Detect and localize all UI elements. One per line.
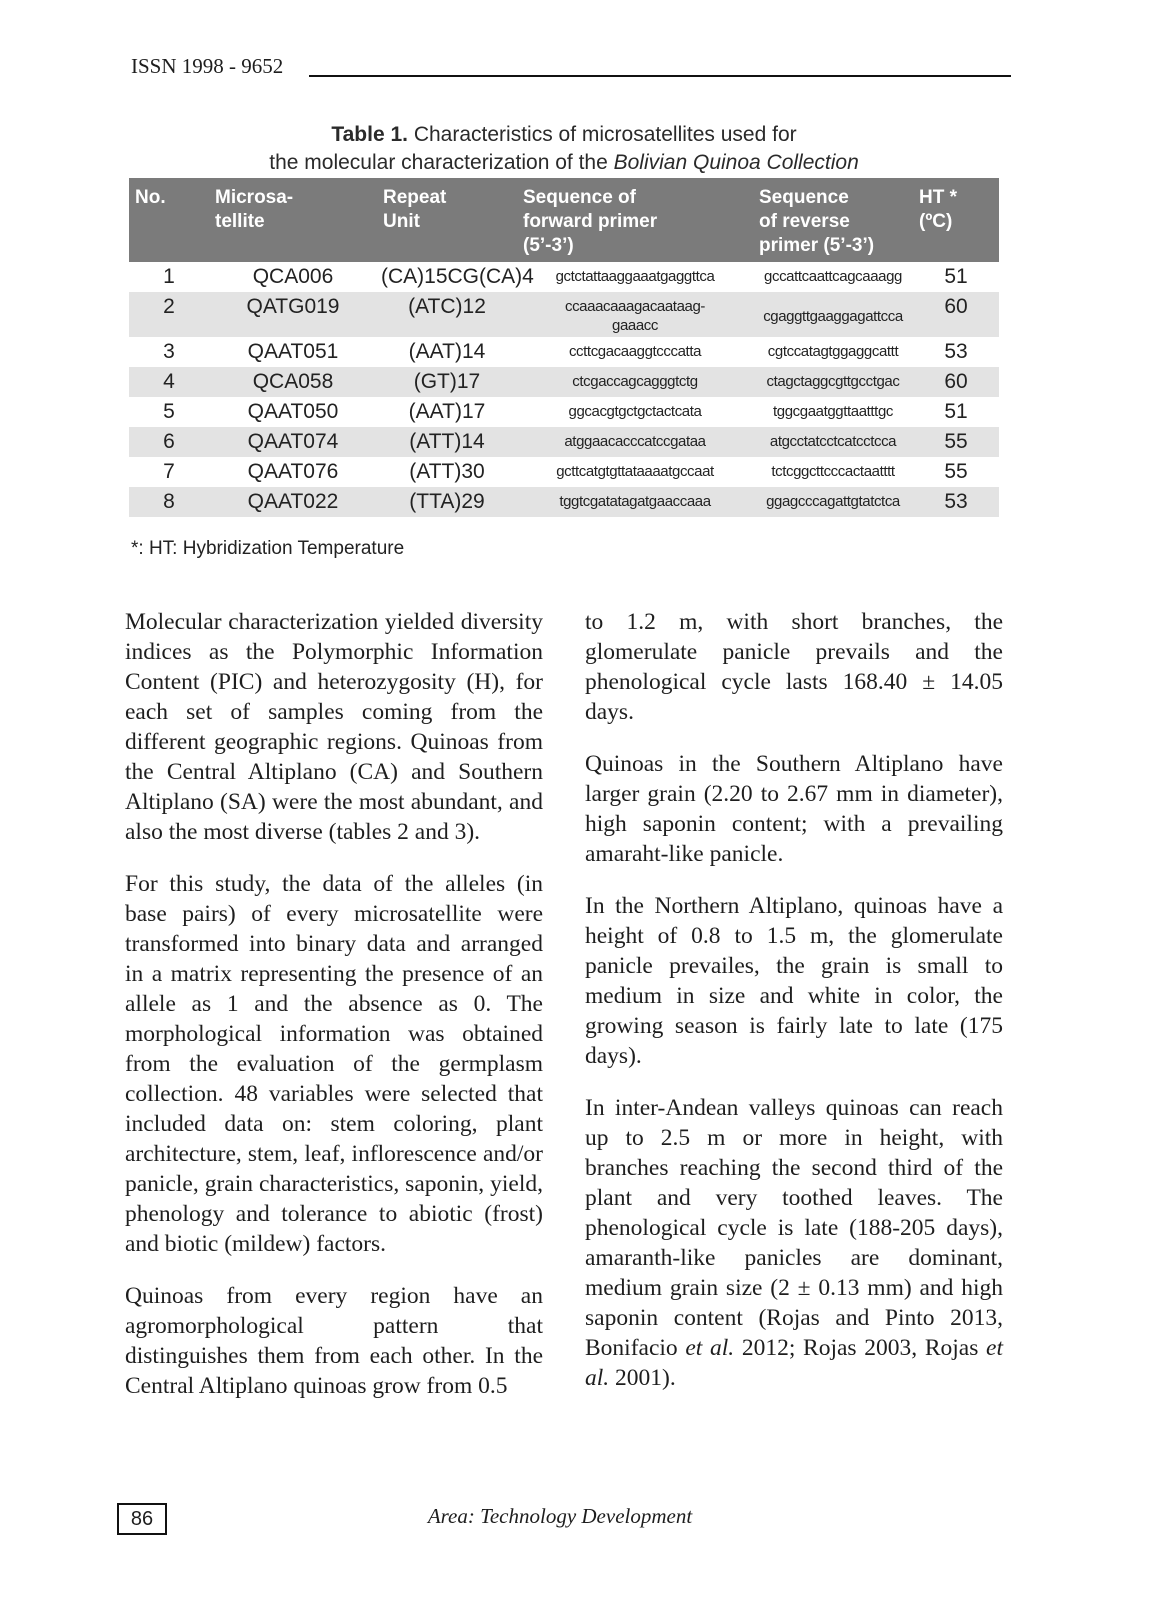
table-header-row bbox=[129, 178, 999, 262]
page-number: 86 bbox=[117, 1503, 167, 1535]
table-caption bbox=[128, 121, 1000, 177]
cell-reverse: cgtccatagtggaggcattt bbox=[767, 343, 899, 360]
cell-forward: tggtcgatatagatgaaccaaa bbox=[517, 487, 753, 517]
microsatellite-table bbox=[129, 178, 999, 517]
column-header: HT * (ºC) bbox=[913, 178, 999, 262]
text: In inter-Andean valleys quinoas can reach up to 2.5 m or more in height, with branches reaching the second third of the plant and very toothed leaves. The phenological cycle is late (188-205 days), amaranth-like panicles are dominant, medium grain size (2 ± 0.13 mm) and high saponin content (Rojas and Pinto 2013, Bonifacio bbox=[585, 1095, 1003, 1361]
footer-area: Area: Technology Development bbox=[427, 1504, 693, 1528]
cell-reverse: ctagctaggcgttgcctgac bbox=[753, 367, 913, 397]
cell-reverse: ggagcccagattgtatctca bbox=[753, 487, 913, 517]
cell-no: 2 bbox=[129, 292, 209, 337]
cell-microsatellite: QAAT050 bbox=[247, 400, 339, 423]
cell-no: 4 bbox=[129, 367, 209, 397]
cell-reverse: tggcgaatggttaatttgc bbox=[773, 403, 893, 420]
column-header: Sequence of reverse primer (5’-3’) bbox=[753, 178, 913, 262]
caption-text-2: the molecular characterization of the bbox=[269, 151, 614, 174]
caption-line-2 bbox=[128, 149, 1000, 177]
cell-forward: ccaaacaaagacaataag- gaaacc bbox=[517, 292, 753, 337]
table-row bbox=[129, 337, 999, 367]
cell-reverse: gccattcaattcagcaaagg bbox=[764, 268, 902, 285]
cell-microsatellite: QCA006 bbox=[252, 265, 334, 288]
cell-repeat: (ATT)14 bbox=[377, 427, 517, 457]
paragraph: Quinoas in the Southern Altiplano have larger grain (2.20 to 2.67 mm in diameter), high saponin content; with a prevailing amaraht-like panicle. bbox=[585, 751, 1003, 867]
cell-no: 6 bbox=[129, 427, 209, 457]
et-al: et al. bbox=[585, 1335, 1003, 1391]
table-footnote: *: HT: Hybridization Temperature bbox=[131, 538, 405, 559]
table-row bbox=[129, 457, 999, 487]
et-al: et al. bbox=[685, 1335, 735, 1361]
cell-reverse: tctcggcttcccactaatttt bbox=[771, 463, 895, 480]
caption-label: Table 1. bbox=[331, 123, 408, 146]
caption-line-1 bbox=[128, 121, 1000, 149]
cell-forward: ggcacgtgctgctactcata bbox=[568, 403, 702, 420]
table-row bbox=[129, 487, 999, 517]
right-column bbox=[585, 607, 1003, 1415]
cell-ht: 53 bbox=[944, 340, 968, 363]
column-header: No. bbox=[129, 178, 209, 262]
text: 2012; Rojas 2003, Rojas bbox=[734, 1335, 987, 1361]
cell-microsatellite: QAAT074 bbox=[209, 427, 377, 457]
column-header: Repeat Unit bbox=[377, 178, 517, 262]
cell-repeat: (TTA)29 bbox=[377, 487, 517, 517]
column-header: Microsa- tellite bbox=[209, 178, 377, 262]
table-row bbox=[129, 397, 999, 427]
cell-ht: 55 bbox=[944, 460, 968, 483]
cell-repeat: (ATC)12 bbox=[377, 292, 517, 337]
cell-no: 1 bbox=[163, 265, 175, 288]
table-row bbox=[129, 367, 999, 397]
paragraph: In the Northern Altiplano, quinoas have a height of 0.8 to 1.5 m, the glomerulate panicle prevailes, the grain is small to medium in size and white in color, the growing season is fairly late to late (175 days). bbox=[585, 893, 1003, 1069]
cell-microsatellite: QAAT051 bbox=[247, 340, 339, 363]
table-row bbox=[129, 262, 999, 292]
cell-forward: ccttcgacaaggtcccatta bbox=[568, 343, 702, 360]
paragraph: Quinoas from every region have an agromorphological pattern that distinguishes them from each other. In the Central Altiplano quinoas grow from 0.5 bbox=[125, 1283, 543, 1399]
left-column bbox=[125, 607, 543, 1423]
paragraph: Molecular characterization yielded diversity indices as the Polymorphic Information Content (PIC) and heterozygosity (H), for each set of samples coming from the different geographic regions. Quinoas from the Central Altiplano (CA) and Southern Altiplano (SA) were the most abundant, and also the most diverse (tables 2 and 3). bbox=[125, 609, 543, 845]
cell-repeat: (AAT)14 bbox=[408, 340, 486, 363]
cell-microsatellite: QAAT022 bbox=[209, 487, 377, 517]
cell-ht: 55 bbox=[913, 427, 999, 457]
cell-ht: 53 bbox=[913, 487, 999, 517]
caption-italic: Bolivian Quinoa Collection bbox=[613, 151, 859, 174]
cell-forward: ctcgaccagcagggtctg bbox=[517, 367, 753, 397]
cell-forward: gcttcatgtgttataaaatgccaat bbox=[556, 463, 714, 480]
cell-no: 3 bbox=[163, 340, 175, 363]
cell-ht: 60 bbox=[913, 292, 999, 337]
cell-ht: 60 bbox=[913, 367, 999, 397]
issn-label: ISSN 1998 - 9652 bbox=[131, 54, 284, 78]
cell-no: 5 bbox=[163, 400, 175, 423]
paragraph-with-citations bbox=[585, 1093, 1003, 1393]
text: 2001). bbox=[609, 1365, 676, 1391]
cell-microsatellite: QATG019 bbox=[209, 292, 377, 337]
header-rule bbox=[309, 75, 1011, 77]
table-body bbox=[129, 262, 999, 517]
cell-microsatellite: QCA058 bbox=[209, 367, 377, 397]
paragraph: to 1.2 m, with short branches, the glomerulate panicle prevails and the phenological cycle lasts 168.40 ± 14.05 days. bbox=[585, 609, 1003, 725]
page-header bbox=[131, 54, 1011, 84]
cell-forward: atggaacacccatccgataa bbox=[517, 427, 753, 457]
table-row bbox=[129, 427, 999, 457]
cell-reverse: atgcctatcctcatcctcca bbox=[753, 427, 913, 457]
cell-no: 7 bbox=[163, 460, 175, 483]
cell-reverse: cgaggttgaaggagattcca bbox=[753, 292, 913, 337]
cell-forward: gctctattaaggaaatgaggttca bbox=[555, 268, 715, 285]
cell-repeat: (GT)17 bbox=[377, 367, 517, 397]
paragraph: For this study, the data of the alleles (in base pairs) of every microsatellite were transformed into binary data and arranged in a matrix representing the presence of an allele as 1 and the absence as 0. The morphological information was obtained from the evaluation of the germplasm collection. 48 variables were selected that included data on: stem coloring, plant architecture, stem, leaf, inflorescence and/or panicle, grain characteristics, saponin, yield, phenology and tolerance to abiotic (frost) and biotic (mildew) factors. bbox=[125, 871, 543, 1257]
cell-repeat: (ATT)30 bbox=[409, 460, 485, 483]
cell-ht: 51 bbox=[944, 265, 968, 288]
table-row bbox=[129, 292, 999, 337]
cell-no: 8 bbox=[129, 487, 209, 517]
cell-repeat: (AAT)17 bbox=[408, 400, 486, 423]
cell-repeat: (CA)15CG(CA)4 bbox=[381, 265, 534, 288]
cell-microsatellite: QAAT076 bbox=[247, 460, 339, 483]
column-header: Sequence of forward primer (5’-3’) bbox=[517, 178, 753, 262]
caption-text: Characteristics of microsatellites used for bbox=[408, 123, 797, 146]
cell-ht: 51 bbox=[944, 400, 968, 423]
